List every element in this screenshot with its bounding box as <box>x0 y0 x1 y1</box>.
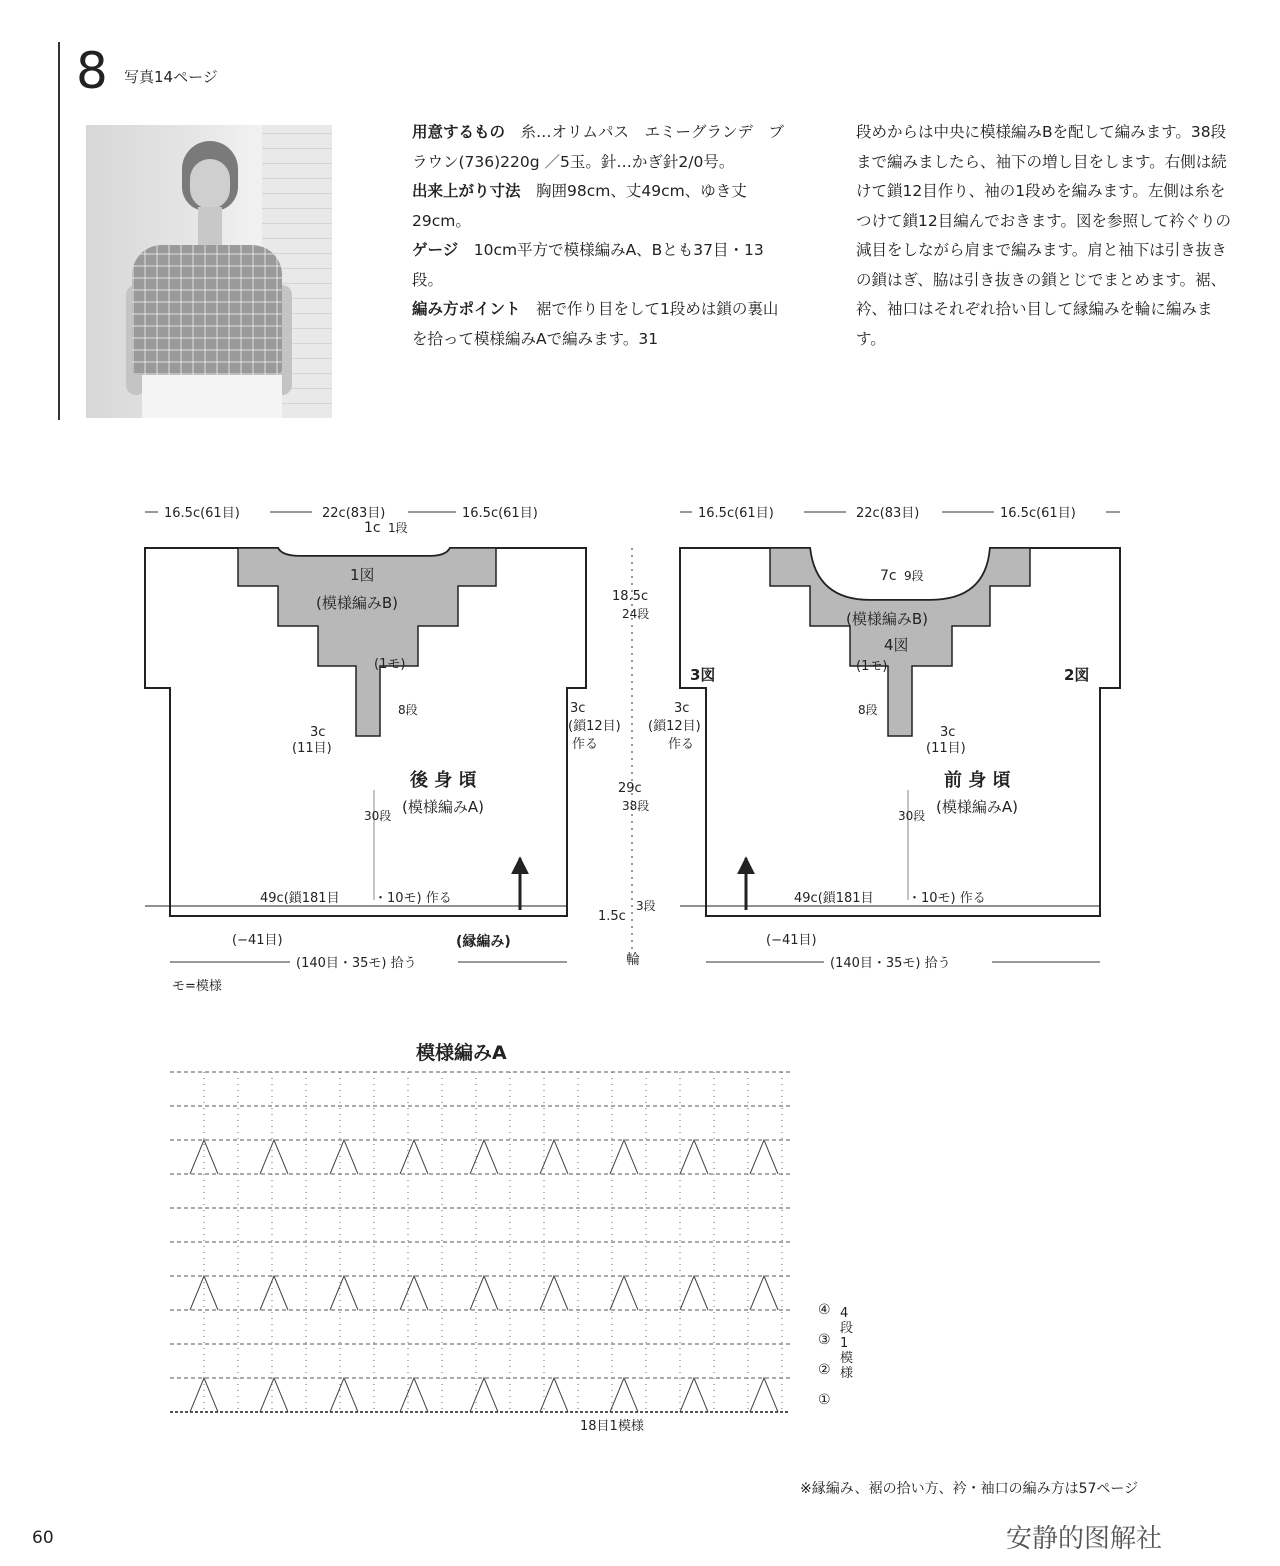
row-marker-1: ① <box>818 1392 831 1408</box>
row-marker-4: ④ <box>818 1302 831 1318</box>
front-st11: (11目) <box>926 741 966 756</box>
back-rows-8: 8段 <box>398 703 418 717</box>
repeat-stitches: 18目1模様 <box>580 1419 644 1434</box>
gauge-text: 10cm平方で模様編みA、Bとも37目・13段。 <box>412 241 764 289</box>
edge-rows: 3段 <box>636 899 656 913</box>
front-neck-rows: 9段 <box>904 569 924 583</box>
front-pickup: (140目・35モ) 拾う <box>830 956 951 971</box>
front-rows-30: 30段 <box>898 809 926 823</box>
back-pattern-b: (模様編みB) <box>316 594 398 612</box>
dim-front-right: 16.5c(61目) <box>1000 506 1076 521</box>
dim-back-center: 22c(83目) <box>322 506 386 521</box>
front-fig2: 2図 <box>1064 666 1090 684</box>
back-sleeve-c: 3c <box>570 701 586 716</box>
back-sleeve-make: 作る <box>572 737 599 752</box>
back-title: 後 身 頃 <box>410 770 477 791</box>
dim-back-right: 16.5c(61目) <box>462 506 538 521</box>
photo-skirt <box>142 375 282 418</box>
front-pattern-b: (模様編みB) <box>846 610 928 628</box>
header-rule <box>58 42 60 420</box>
front-pattern-a: (模様編みA) <box>936 798 1018 816</box>
dim-front-center: 22c(83目) <box>856 506 920 521</box>
photo-sweater <box>132 245 282 375</box>
pattern-a-chart <box>160 1062 860 1442</box>
row-marker-2: ② <box>818 1362 831 1378</box>
point-label: 編み方ポイント <box>412 300 521 318</box>
page-number: 60 <box>32 1528 54 1548</box>
schematic-diagram <box>0 490 1280 1000</box>
instructions-col2: 段めからは中央に模様編みBを配して編みます。38段まで編みましたら、袖下の増し目をします。右側は続けて鎖12目作り、袖の1段めを編みます。左側は糸をつけて鎖12目編んでおきます。図を参照して衿ぐりの減目をしながら肩まで編みます。肩と袖下は引き抜きの鎖はぎ、脇は引き抜きの鎖とじでまとめます。裾、衿、袖口はそれぞれ拾い目して縁編みを輪に編みます。 <box>856 123 1231 348</box>
front-sleeve-chain: (鎖12目) <box>648 719 701 734</box>
pattern-a-rows <box>170 1072 790 1412</box>
yoke-rows: 24段 <box>622 607 650 621</box>
yoke-c: 18.5c <box>612 589 649 604</box>
point-text: 裾で作り目をして1段めは鎖の裏山を拾って模様編みAで編みます。31 <box>412 300 779 348</box>
mo-note: モ=模様 <box>172 979 222 994</box>
row-marker-3: ③ <box>818 1332 831 1348</box>
front-fig4: 4図 <box>884 636 909 654</box>
size-text: 胸囲98cm、丈49cm、ゆき丈29cm。 <box>412 182 747 230</box>
front-body <box>680 548 1120 916</box>
edge-c: 1.5c <box>598 909 626 924</box>
front-cast-on-2: ・10モ) 作る <box>908 891 986 906</box>
instructions-col1 <box>412 118 792 354</box>
pattern-a-title: 模様編みA <box>416 1042 507 1064</box>
back-minus41: (−41目) <box>232 933 283 948</box>
back-pickup: (140目・35モ) 拾う <box>296 956 417 971</box>
photo-neck <box>198 207 222 247</box>
watermark: 安静的图解社 <box>1006 1524 1163 1554</box>
back-st11: (11目) <box>292 741 332 756</box>
materials-text: 糸…オリムパス エミーグランデ ブラウン(736)220g ／5玉。針…かぎ針2/0号。 <box>412 123 785 171</box>
back-fig1: 1図 <box>350 566 375 584</box>
repeat-rows: 4段1模様 <box>840 1306 854 1381</box>
back-one-mo: (1モ) <box>374 657 406 672</box>
dim-back-left: 16.5c(61目) <box>164 506 240 521</box>
front-c3: 3c <box>940 725 956 740</box>
front-minus41: (−41目) <box>766 933 817 948</box>
photo-reference: 写真14ページ <box>124 68 218 86</box>
back-sleeve-chain: (鎖12目) <box>568 719 621 734</box>
photo-face <box>190 159 230 209</box>
front-sleeve-c: 3c <box>674 701 690 716</box>
body-c: 29c <box>618 781 642 796</box>
dim-front-left: 16.5c(61目) <box>698 506 774 521</box>
front-fig3: 3図 <box>690 666 716 684</box>
back-edging: (縁編み) <box>456 934 511 950</box>
ring-label: 輪 <box>626 952 640 968</box>
model-photo <box>86 125 332 418</box>
front-title: 前 身 頃 <box>944 770 1011 791</box>
front-sleeve-make: 作る <box>668 737 695 752</box>
front-one-mo: (1モ) <box>856 659 888 674</box>
footnote: ※縁編み、裾の拾い方、衿・袖口の編み方は57ページ <box>800 1481 1139 1497</box>
front-rows-8: 8段 <box>858 703 878 717</box>
back-neck-c: 1c <box>364 520 381 536</box>
materials-label: 用意するもの <box>412 123 506 141</box>
back-pattern-a: (模様編みA) <box>402 798 484 816</box>
back-c3: 3c <box>310 725 326 740</box>
front-neck-c: 7c <box>880 568 897 584</box>
front-cast-on: 49c(鎖181目 <box>794 891 874 906</box>
back-neck-rows: 1段 <box>388 521 408 535</box>
size-label: 出来上がり寸法 <box>412 182 521 200</box>
body-rows: 38段 <box>622 799 650 813</box>
back-cast-on: 49c(鎖181目 <box>260 891 340 906</box>
pattern-number: 8 <box>76 42 108 100</box>
back-cast-on-2: ・10モ) 作る <box>374 891 452 906</box>
back-rows-30: 30段 <box>364 809 392 823</box>
gauge-label: ゲージ <box>412 241 459 259</box>
